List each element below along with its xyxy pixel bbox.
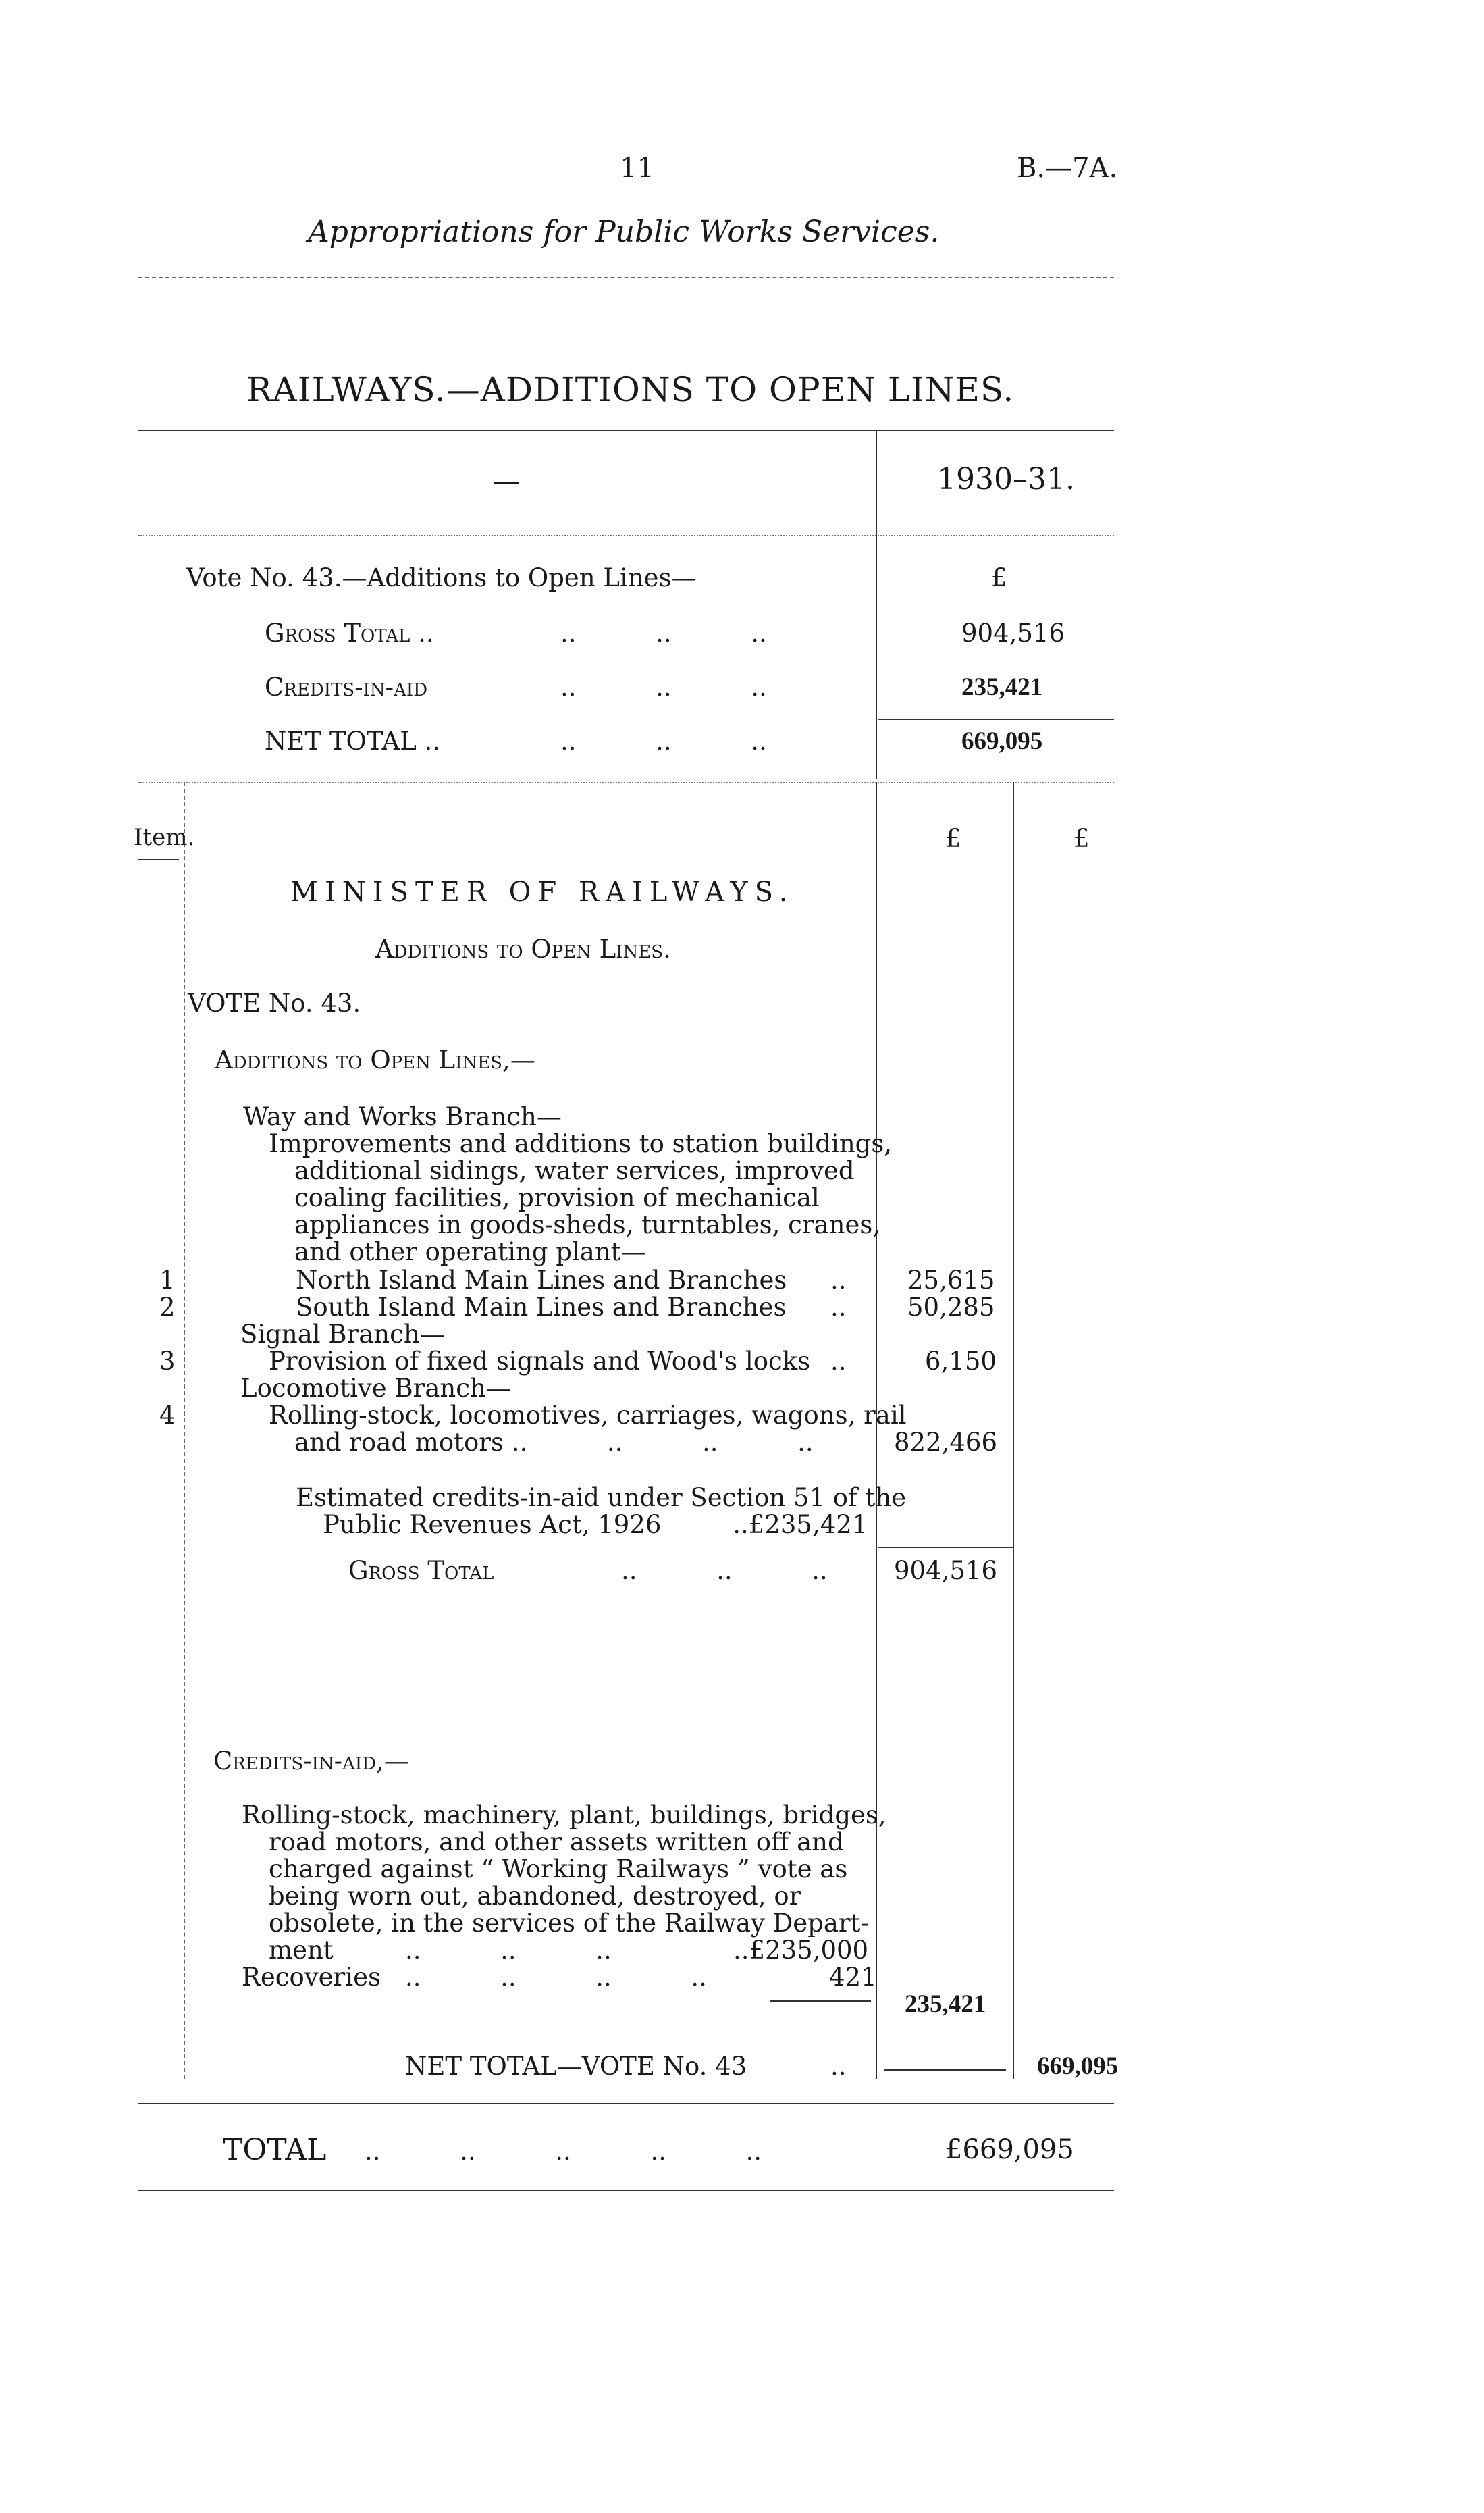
summary-vote-line: Vote No. 43.—Additions to Open Lines— xyxy=(186,563,697,592)
grand-total-label: TOTAL xyxy=(223,2133,327,2167)
summary-credits-value: 235,421 xyxy=(961,673,1043,701)
header-rule xyxy=(138,277,1114,278)
summary-bottom-rule xyxy=(138,782,1114,783)
page-number: 11 xyxy=(620,153,654,184)
improvements-line-3: coaling facilities, provision of mechanical xyxy=(294,1183,820,1212)
recoveries-value: 421 xyxy=(829,1963,877,1992)
page-heading: RAILWAYS.—ADDITIONS TO OPEN LINES. xyxy=(246,370,1015,409)
item-header-rule xyxy=(138,859,179,860)
summary-column-divider xyxy=(876,430,877,779)
estimated-credits-line-1: Estimated credits-in-aid under Section 51 of the xyxy=(296,1483,907,1512)
credits-subtotal-rule xyxy=(770,2000,871,2002)
item-value: 50,285 xyxy=(907,1293,995,1322)
item-number: 2 xyxy=(159,1293,176,1322)
item-number: 3 xyxy=(159,1347,176,1376)
summary-net-label: NET TOTAL .. xyxy=(265,727,441,756)
summary-credits-leaders: .. .. .. xyxy=(560,673,767,702)
item-description: Rolling-stock, locomotives, carriages, wagons, rail xyxy=(269,1401,907,1430)
ment-leaders: .. .. .. xyxy=(405,1936,612,1965)
amount-column-divider xyxy=(876,782,877,2079)
net-total-leaders: .. xyxy=(830,2052,847,2081)
credits-in-aid-value: 235,421 xyxy=(905,1990,986,2018)
total-currency: £ xyxy=(1074,824,1090,853)
summary-year-header: 1930–31. xyxy=(937,462,1075,496)
summary-gross-label: Gross Total .. xyxy=(265,619,434,648)
credits-text-line-1: Rolling-stock, machinery, plant, buildings, bridges, xyxy=(242,1800,886,1830)
item-description-continued: and road motors .. .. .. .. xyxy=(294,1428,814,1457)
ment-label: ment xyxy=(269,1936,334,1965)
item-value: 25,615 xyxy=(907,1266,995,1295)
item-leaders: .. xyxy=(830,1293,847,1322)
amount-currency: £ xyxy=(945,824,961,853)
summary-column-label: — xyxy=(493,466,520,497)
net-total-value: 669,095 xyxy=(1037,2052,1119,2080)
credits-text-line-4: being worn out, abandoned, destroyed, or xyxy=(269,1882,801,1911)
total-top-rule xyxy=(138,2103,1114,2104)
summary-net-value: 669,095 xyxy=(961,727,1043,755)
detail-subheading: Additions to Open Lines. xyxy=(375,935,671,964)
item-description: Provision of fixed signals and Wood's locks xyxy=(269,1347,811,1376)
credits-text-line-5: obsolete, in the services of the Railway Depart- xyxy=(269,1909,869,1938)
improvements-line-2: additional sidings, water services, improved xyxy=(294,1156,855,1185)
summary-credits-label: Credits-in-aid xyxy=(265,673,428,702)
way-branch-heading: Way and Works Branch— xyxy=(243,1102,562,1131)
improvements-line-4: appliances in goods-sheds, turntables, cranes, xyxy=(294,1210,881,1239)
gross-total-rule xyxy=(878,1547,1013,1548)
item-number: 1 xyxy=(159,1266,176,1295)
grand-total-value: £669,095 xyxy=(945,2134,1074,2165)
total-column-divider xyxy=(1013,782,1014,2079)
summary-currency: £ xyxy=(991,563,1007,592)
vote-heading: VOTE No. 43. xyxy=(188,989,361,1018)
gross-total-label: Gross Total xyxy=(348,1556,494,1585)
item-column-divider xyxy=(184,782,185,2079)
item-leaders: .. xyxy=(830,1347,847,1376)
item-value: 822,466 xyxy=(894,1428,998,1457)
summary-header-rule xyxy=(138,535,1114,536)
item-description: North Island Main Lines and Branches xyxy=(296,1266,787,1295)
net-total-dash xyxy=(884,2069,1006,2071)
locomotive-branch-heading: Locomotive Branch— xyxy=(240,1374,511,1403)
gross-total-leaders: .. .. .. xyxy=(621,1556,828,1585)
section-heading: Additions to Open Lines,— xyxy=(215,1045,535,1074)
net-total-label: NET TOTAL—VOTE No. 43 xyxy=(405,2052,747,2081)
minister-heading: MINISTER OF RAILWAYS. xyxy=(290,877,795,908)
estimated-credits-line-2: Public Revenues Act, 1926 ..£235,421 xyxy=(323,1510,868,1539)
gross-total-value: 904,516 xyxy=(894,1556,998,1585)
running-title: Appropriations for Public Works Services. xyxy=(308,215,940,249)
summary-net-leaders: .. .. .. xyxy=(560,727,767,756)
item-number: 4 xyxy=(159,1401,176,1430)
item-column-header: Item. xyxy=(134,824,195,851)
item-leaders: .. xyxy=(830,1266,847,1295)
credits-in-aid-heading: Credits-in-aid,— xyxy=(213,1746,409,1776)
item-description: South Island Main Lines and Branches xyxy=(296,1293,787,1322)
improvements-line-5: and other operating plant— xyxy=(294,1237,646,1266)
grand-total-leaders: .. .. .. .. .. xyxy=(365,2137,762,2166)
recoveries-label: Recoveries xyxy=(242,1963,381,1992)
recoveries-leaders: .. .. .. .. xyxy=(405,1963,707,1992)
summary-gross-value: 904,516 xyxy=(961,619,1065,648)
improvements-line-1: Improvements and additions to station buildings, xyxy=(269,1129,893,1158)
signal-branch-heading: Signal Branch— xyxy=(240,1320,445,1349)
credits-text-line-2: road motors, and other assets written off and xyxy=(269,1828,844,1857)
summary-net-rule xyxy=(878,719,1114,720)
summary-top-rule xyxy=(138,430,1114,431)
total-bottom-rule xyxy=(138,2190,1114,2191)
item-value: 6,150 xyxy=(925,1347,997,1376)
document-reference: B.—7A. xyxy=(1017,153,1118,184)
credits-text-line-3: charged against “ Working Railways ” vote as xyxy=(269,1855,848,1884)
ment-value: ..£235,000 xyxy=(733,1936,869,1965)
summary-gross-leaders: .. .. .. xyxy=(560,619,767,648)
